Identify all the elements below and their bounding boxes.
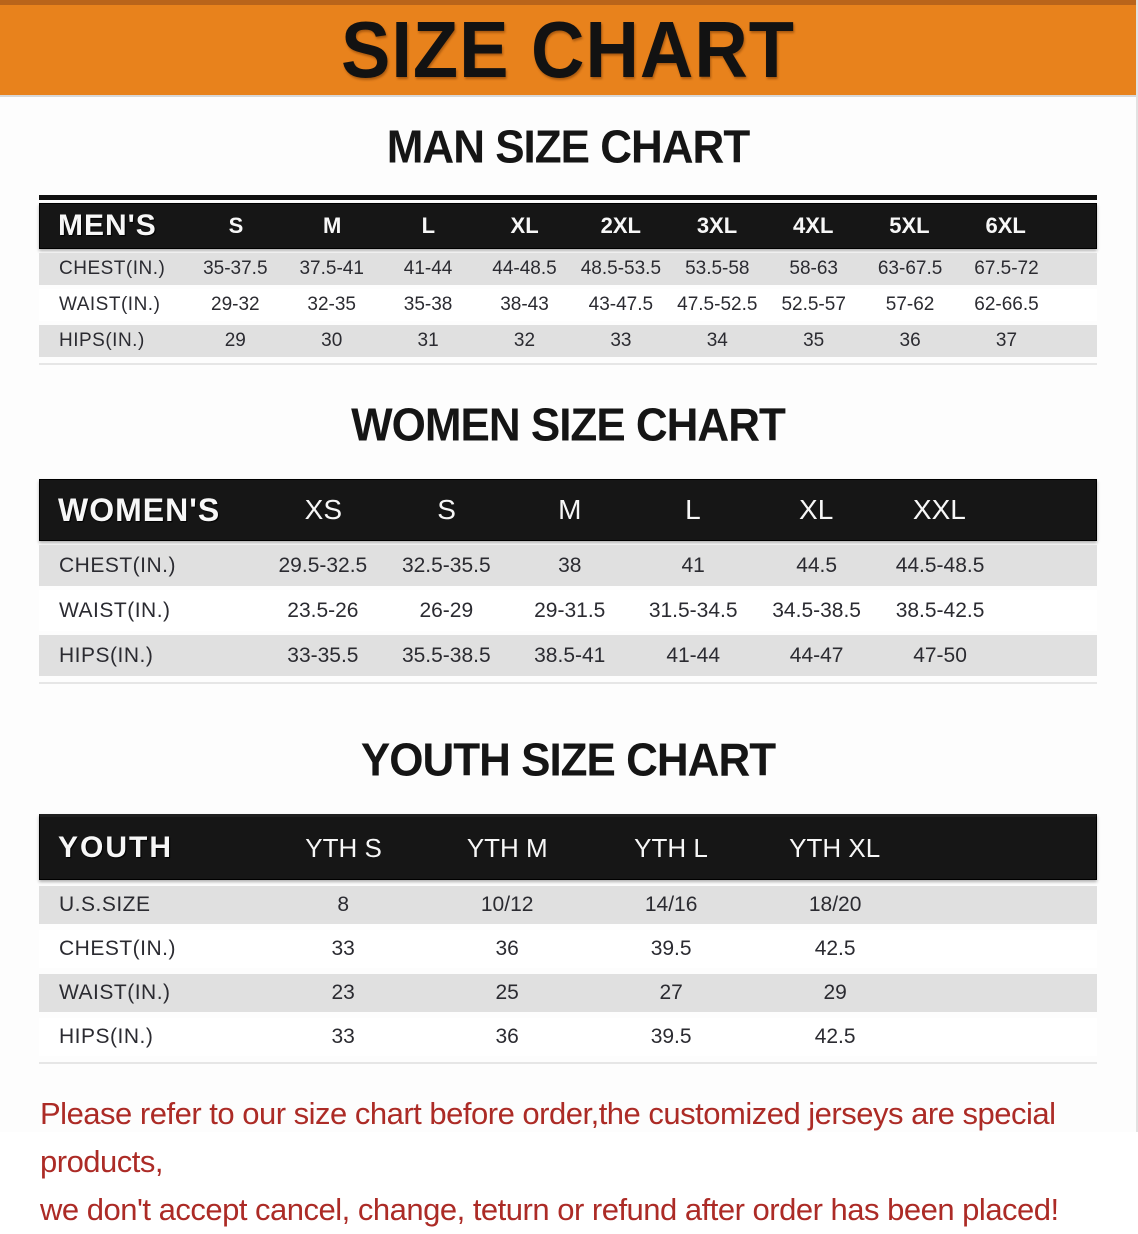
- size-value-cell: 34.5-38.5: [772, 598, 861, 622]
- measure-label: WAIST(IN.): [59, 981, 171, 1004]
- size-value-cell: 52.5-57: [781, 294, 846, 315]
- size-value-cell: 43-47.5: [588, 294, 654, 315]
- size-value-cell: 33: [331, 937, 355, 960]
- size-value-cell: 29-31.5: [534, 598, 606, 622]
- size-value-cell: 18/20: [808, 893, 862, 916]
- measure-label: WAIST(IN.): [59, 294, 161, 315]
- size-value-cell: 37.5-41: [299, 258, 364, 279]
- size-value-cell: 29.5-32.5: [278, 553, 368, 577]
- size-column-header: M: [322, 213, 342, 238]
- size-column-header: YTH L: [634, 832, 708, 863]
- measure-label: CHEST(IN.): [59, 553, 176, 577]
- table-row: [39, 590, 1097, 631]
- size-value-cell: 32-35: [307, 294, 356, 315]
- measure-label: HIPS(IN.): [59, 330, 145, 351]
- men-table-top-rule: [39, 195, 1097, 200]
- women-section-heading: WOMEN SIZE CHART: [351, 399, 785, 452]
- table-bottom-line: [39, 1062, 1097, 1064]
- size-column-header: M: [558, 494, 582, 525]
- measure-label: HIPS(IN.): [59, 1025, 154, 1048]
- table-row: [39, 1018, 1097, 1056]
- measure-label: U.S.SIZE: [59, 893, 151, 916]
- size-value-cell: 38.5-42.5: [895, 598, 985, 622]
- size-value-cell: 38-43: [500, 294, 549, 315]
- size-value-cell: 41-44: [403, 258, 453, 279]
- size-value-cell: 44.5: [796, 553, 838, 577]
- size-value-cell: 35: [803, 330, 825, 351]
- size-column-header: XXL: [912, 494, 966, 525]
- measure-label: HIPS(IN.): [59, 643, 154, 667]
- size-column-header: L: [685, 494, 701, 525]
- size-column-header: XL: [799, 494, 834, 525]
- table-row: [39, 886, 1097, 924]
- size-value-cell: 48.5-53.5: [580, 258, 662, 279]
- size-value-cell: 32: [513, 330, 536, 351]
- size-value-cell: 67.5-72: [974, 258, 1039, 279]
- youth-section-heading: YOUTH SIZE CHART: [360, 734, 776, 787]
- table-group-label: MEN'S: [58, 209, 157, 242]
- size-value-cell: 10/12: [480, 893, 534, 916]
- size-column-header: XL: [510, 213, 539, 238]
- measure-label: WAIST(IN.): [59, 598, 171, 622]
- table-row: [39, 974, 1097, 1012]
- size-value-cell: 53.5-58: [685, 258, 750, 279]
- size-column-header: YTH XL: [789, 832, 881, 863]
- men-size-table: [39, 195, 1097, 365]
- table-header-row: [39, 814, 1097, 880]
- size-value-cell: 36: [495, 937, 519, 960]
- size-value-cell: 33-35.5: [287, 643, 359, 667]
- size-value-cell: 62-66.5: [974, 294, 1039, 315]
- size-value-cell: 23: [331, 981, 355, 1004]
- disclaimer-line-2: we don't accept cancel, change, teturn or refund after order has been placed!: [40, 1192, 1059, 1227]
- size-value-cell: 39.5: [650, 1025, 692, 1048]
- size-value-cell: 58-63: [789, 258, 838, 279]
- women-size-table: [39, 479, 1097, 684]
- size-value-cell: 8: [337, 893, 349, 916]
- disclaimer-line-1: Please refer to our size chart before order,the customized jerseys are special products,: [40, 1096, 1056, 1179]
- size-value-cell: 14/16: [644, 893, 698, 916]
- size-value-cell: 37: [995, 330, 1018, 351]
- size-value-cell: 29: [224, 330, 246, 351]
- size-value-cell: 42.5: [814, 937, 856, 960]
- size-value-cell: 57-62: [885, 294, 935, 315]
- table-bottom-line: [39, 363, 1097, 365]
- table-row: [39, 635, 1097, 676]
- youth-size-table: [39, 814, 1097, 1064]
- table-row: [39, 253, 1097, 285]
- measure-label: CHEST(IN.): [59, 258, 166, 279]
- size-value-cell: 32.5-35.5: [401, 553, 491, 577]
- table-bottom-line: [39, 682, 1097, 684]
- size-column-header: S: [437, 494, 456, 525]
- size-value-cell: 33: [610, 330, 632, 351]
- size-value-cell: 38.5-41: [534, 643, 606, 667]
- size-value-cell: 26-29: [419, 598, 474, 622]
- table-header-row: [39, 479, 1097, 541]
- size-value-cell: 36: [495, 1025, 519, 1048]
- size-value-cell: 33: [331, 1025, 355, 1048]
- size-value-cell: 29-32: [211, 294, 260, 315]
- size-column-header: 3XL: [696, 213, 738, 238]
- table-row: [39, 289, 1097, 321]
- size-column-header: 6XL: [985, 213, 1026, 238]
- size-value-cell: 63-67.5: [877, 258, 943, 279]
- size-value-cell: 38: [558, 553, 582, 577]
- size-column-header: YTH M: [466, 832, 548, 863]
- measure-label: CHEST(IN.): [59, 937, 176, 960]
- size-value-cell: 47-50: [913, 643, 967, 667]
- size-value-cell: 47.5-52.5: [677, 294, 758, 315]
- size-column-header: 4XL: [793, 213, 834, 238]
- size-value-cell: 35-37.5: [203, 258, 268, 279]
- size-value-cell: 34: [706, 330, 728, 351]
- size-column-header: XS: [304, 494, 343, 525]
- size-value-cell: 35.5-38.5: [401, 643, 491, 667]
- table-group-label: WOMEN'S: [58, 491, 221, 528]
- size-value-cell: 35-38: [403, 294, 453, 315]
- size-column-header: 2XL: [600, 213, 641, 238]
- size-value-cell: 31: [417, 330, 439, 351]
- size-value-cell: 42.5: [814, 1025, 856, 1048]
- size-value-cell: 31.5-34.5: [648, 598, 738, 622]
- men-section-heading: MAN SIZE CHART: [386, 121, 750, 174]
- table-row: [39, 930, 1097, 968]
- size-column-header: S: [228, 213, 244, 238]
- size-value-cell: 25: [495, 981, 519, 1004]
- size-value-cell: 41-44: [666, 643, 721, 667]
- size-value-cell: 41: [681, 553, 705, 577]
- banner: [0, 0, 1136, 97]
- disclaimer: [0, 1090, 1136, 1234]
- size-value-cell: 36: [899, 330, 921, 351]
- table-row: [39, 545, 1097, 586]
- table-header-row: [39, 203, 1097, 249]
- size-value-cell: 39.5: [650, 937, 692, 960]
- table-group-label: YOUTH: [58, 831, 173, 864]
- size-column-header: L: [421, 213, 436, 238]
- size-value-cell: 23.5-26: [287, 598, 359, 622]
- size-column-header: 5XL: [889, 213, 930, 238]
- table-row: [39, 325, 1097, 357]
- size-value-cell: 29: [823, 981, 847, 1004]
- size-value-cell: 44-47: [789, 643, 844, 667]
- size-column-header: YTH S: [305, 832, 382, 863]
- size-value-cell: 27: [659, 981, 683, 1004]
- size-value-cell: 44.5-48.5: [895, 553, 985, 577]
- banner-title: SIZE CHART: [341, 4, 795, 95]
- size-value-cell: 44-48.5: [492, 258, 557, 279]
- size-value-cell: 30: [321, 330, 343, 351]
